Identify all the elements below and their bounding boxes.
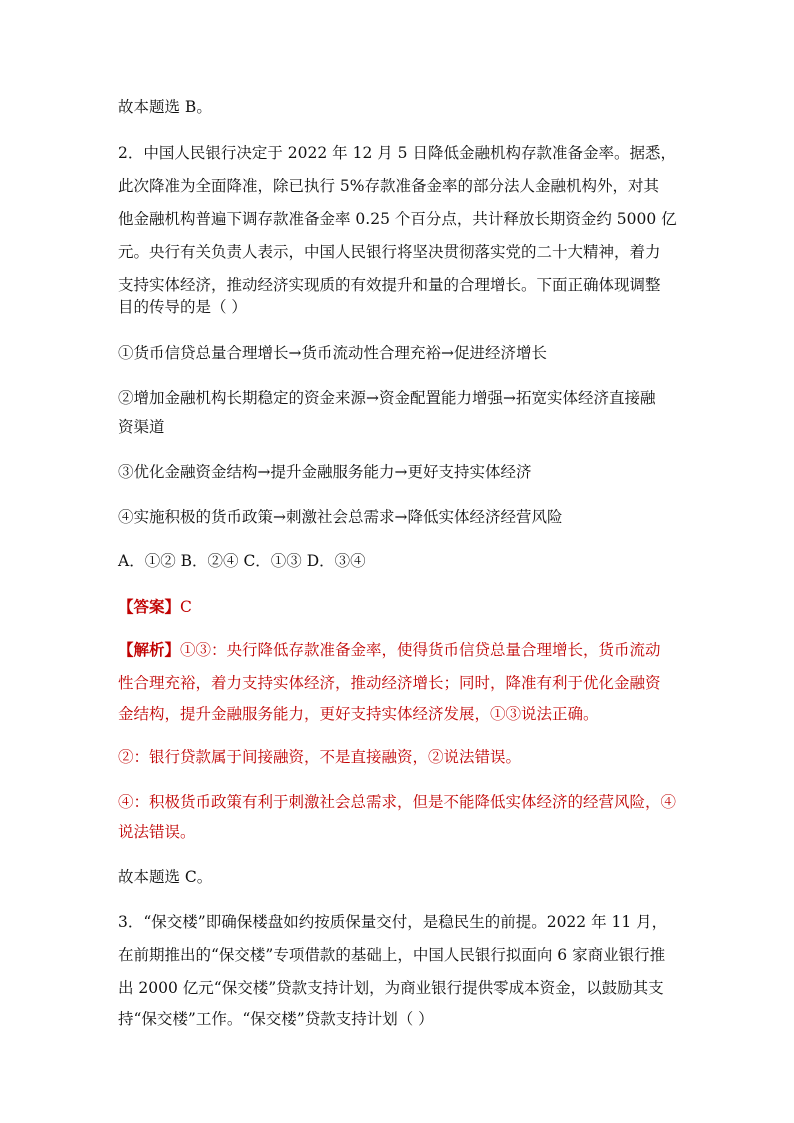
q3-stem-line-4: 持“保交楼”工作。“保交楼”贷款支持计划（ ） [118,1010,434,1028]
q2-stem-line-4: 元。央行有关负责人表示，中国人民银行将坚决贯彻落实党的二十大精神，着力 [118,243,661,261]
q3-stem-line-1: 3．“保交楼”即确保楼盘如约按质保量交付，是稳民生的前提。2022 年 11 月， [118,913,668,931]
q2-stem-line-5: 支持实体经济，推动经济实现质的有效提升和量的合理增长。下面正确体现调整 [118,276,661,294]
q2-option-2-line-1: ②增加金融机构长期稳定的资金来源→资金配置能力增强→拓宽实体经济直接融 [118,389,656,407]
q2-option-3: ③优化金融资金结构→提升金融服务能力→更好支持实体经济 [118,463,532,481]
q2-stem-line-3: 他金融机构普遍下调存款准备金率 0.25 个百分点，共计释放长期资金约 5000 亿 [118,210,677,228]
q2-analysis-line-2: 性合理充裕，着力支持实体经济，推动经济增长；同时，降准有利于优化金融资 [118,674,661,692]
q2-analysis-2: ②：银行贷款属于间接融资，不是直接融资，②说法错误。 [118,748,522,766]
q2-stem-line-6: 目的传导的是（ ） [118,298,247,316]
analysis-text-1: ①③：央行降低存款准备金率，使得货币信贷总量合理增长，货币流动 [180,641,661,659]
q2-answer [118,596,192,618]
q2-choices: A．①② B．②④ C．①③ D．③④ [118,552,366,570]
q2-analysis-4-line-2: 说法错误。 [118,823,196,841]
q2-stem-line-1: 2．中国人民银行决定于 2022 年 12 月 5 日降低金融机构存款准备金率。据悉， [118,144,676,162]
analysis-tag: 【解析】 [118,640,181,659]
conclusion-c: 故本题选 C。 [118,868,213,886]
answer-value: C [180,598,192,616]
q2-option-1: ①货币信贷总量合理增长→货币流动性合理充裕→促进经济增长 [118,344,547,362]
q2-option-2-line-2: 资渠道 [118,418,165,436]
q2-stem-line-2: 此次降准为全面降准，除已执行 5%存款准备金率的部分法人金融机构外，对其 [118,177,660,195]
q2-option-4: ④实施积极的货币政策→刺激社会总需求→降低实体经济经营风险 [118,508,563,526]
q2-analysis-line-1 [118,639,661,661]
conclusion-b: 故本题选 B。 [118,98,212,116]
q3-stem-line-2: 在前期推出的“保交楼”专项借款的基础上，中国人民银行拟面向 6 家商业银行推 [118,946,666,964]
q2-analysis-4-line-1: ④：积极货币政策有利于刺激社会总需求，但是不能降低实体经济的经营风险，④ [118,793,677,811]
q2-analysis-line-3: 金结构，提升金融服务能力，更好支持实体经济发展，①③说法正确。 [118,705,599,723]
answer-tag: 【答案】 [118,597,181,616]
q3-stem-line-3: 出 2000 亿元“保交楼”贷款支持计划，为商业银行提供零成本资金，以鼓励其支 [118,979,664,997]
